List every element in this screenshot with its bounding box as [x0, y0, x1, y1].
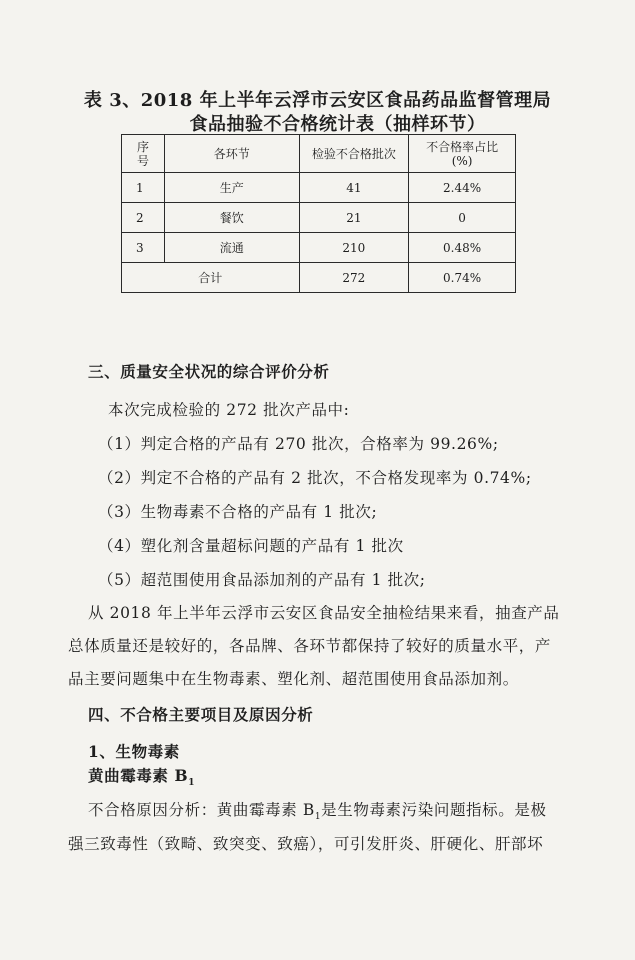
reason-post: 是生物毒素污染问题指标。是极 — [321, 801, 547, 819]
total-batches: 272 — [299, 263, 409, 293]
row-stage: 生产 — [164, 173, 299, 203]
row-stage: 流通 — [164, 233, 299, 263]
row-stage: 餐饮 — [164, 203, 299, 233]
row-no: 3 — [122, 233, 165, 263]
row-ratio: 2.44% — [409, 173, 516, 203]
row-no: 1 — [122, 173, 165, 203]
total-label: 合计 — [122, 263, 300, 293]
row-ratio: 0.48% — [409, 233, 516, 263]
section3-heading: 三、质量安全状况的综合评价分析 — [88, 362, 330, 381]
section4-heading: 四、不合格主要项目及原因分析 — [88, 705, 314, 724]
toxin-name-text: 黄曲霉毒素 B — [88, 766, 189, 785]
reason-pre: 不合格原因分析：黄曲霉毒素 B — [88, 801, 315, 819]
row-batches: 21 — [299, 203, 409, 233]
header-serial: 序号 — [122, 135, 165, 173]
list-item: （5）超范围使用食品添加剂的产品有 1 批次; — [98, 571, 426, 589]
total-ratio: 0.74% — [409, 263, 516, 293]
list-item: （4）塑化剂含量超标问题的产品有 1 批次 — [98, 537, 404, 555]
table-title-line1: 表 3、2018 年上半年云浮市云安区食品药品监督管理局 — [83, 90, 552, 111]
header-batches: 检验不合格批次 — [299, 135, 409, 173]
list-item: （2）判定不合格的产品有 2 批次，不合格发现率为 0.74%; — [98, 469, 532, 487]
table-row — [122, 203, 516, 233]
list-item: （1）判定合格的产品有 270 批次，合格率为 99.26%; — [98, 435, 499, 453]
toxin-name — [88, 764, 195, 788]
summary-line: 品主要问题集中在生物毒素、塑化剂、超范围使用食品添加剂。 — [68, 670, 519, 688]
summary-line: 总体质量还是较好的，各品牌、各环节都保持了较好的质量水平，产 — [68, 637, 552, 655]
section3-intro: 本次完成检验的 272 批次产品中: — [108, 401, 350, 419]
summary-line: 从 2018 年上半年云浮市云安区食品安全抽检结果来看，抽查产品 — [88, 604, 560, 622]
table-row — [122, 233, 516, 263]
header-stage: 各环节 — [164, 135, 299, 173]
table-total-row — [122, 263, 516, 293]
reason-subscript: 1 — [314, 812, 322, 823]
row-ratio: 0 — [409, 203, 516, 233]
row-no: 2 — [122, 203, 165, 233]
header-ratio: 不合格率占比(%) — [409, 135, 516, 173]
table-header-row — [122, 135, 516, 173]
table-title-line2: 食品抽验不合格统计表（抽样环节） — [189, 114, 486, 135]
list-item: （3）生物毒素不合格的产品有 1 批次; — [98, 503, 378, 521]
reason-line2: 强三致毒性（致畸、致突变、致癌），可引发肝炎、肝硬化、肝部坏 — [68, 835, 544, 853]
statistics-table — [121, 134, 516, 293]
row-batches: 210 — [299, 233, 409, 263]
table-row — [122, 173, 516, 203]
row-batches: 41 — [299, 173, 409, 203]
reason-line — [88, 798, 547, 822]
subsection-heading: 1、生物毒素 — [88, 742, 180, 761]
toxin-subscript: 1 — [188, 778, 196, 789]
